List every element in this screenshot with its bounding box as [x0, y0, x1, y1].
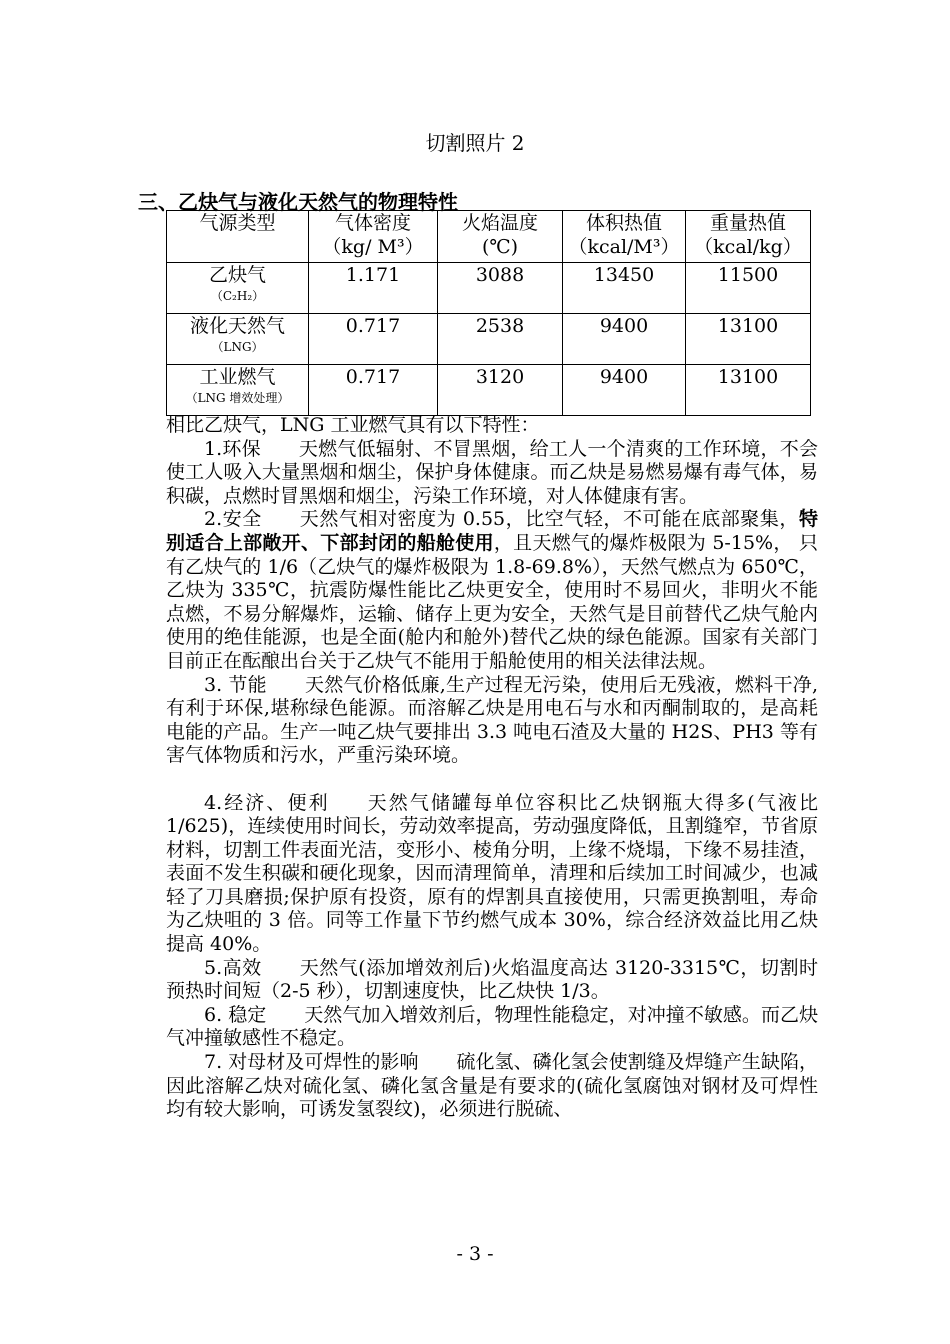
item-body: 天然气相对密度为 0.55，比空气轻，不可能在底部聚集，	[299, 508, 799, 531]
item-body: 天燃气低辐射、不冒黑烟，给工人一个清爽的工作环境，不会使工人吸入大量黑烟和烟尘，保护身体健康。而乙炔是易燃易爆有毒气体，易积碳，点燃时冒黑烟和烟尘，污染工作环境，对人体健康有害。	[166, 437, 818, 507]
header-label: 重量热值	[709, 212, 786, 234]
volume-heat-cell: 9400	[563, 314, 686, 365]
item-heading: 1.环保	[204, 437, 261, 460]
header-label: 火焰温度	[461, 212, 538, 234]
density-cell: 1.171	[309, 263, 438, 314]
item-environment	[166, 438, 818, 509]
item-economy	[166, 792, 818, 957]
photo-caption: 切割照片 2	[425, 131, 525, 155]
body-text	[166, 414, 818, 1122]
header-cell	[686, 211, 811, 263]
item-heading: 6. 稳定	[204, 1003, 267, 1026]
item-heading: 3. 节能	[204, 673, 267, 696]
item-body: 天然气价格低廉,生产过程无污染，使用后无残液，燃料干净,有利于环保,堪称绿色能源。而溶解乙炔是用电石与水和丙酮制取的，是高耗电能的产品。生产一吨乙炔气要排出 3.3 吨电石渣及大量的 H2S、PH3 等有害气体物质和污水，严重污染环境。	[166, 673, 818, 767]
item-stability	[166, 1004, 818, 1051]
header-label: 体积热值	[585, 212, 662, 234]
weight-heat-cell: 13100	[686, 365, 811, 416]
gas-type-cell	[167, 314, 309, 365]
item-heading: 7. 对母材及可焊性的影响	[204, 1051, 419, 1074]
item-body: 天然气(添加增效剂后)火焰温度高达 3120-3315℃，切割时预热时间短（2-5 秒），切割速度快，比乙炔快 1/3。	[166, 956, 818, 1003]
flame-temp-cell: 2538	[438, 314, 563, 365]
item-heading: 4.经济、便利	[204, 791, 330, 814]
header-cell	[563, 211, 686, 263]
page-number: - 3 -	[456, 1243, 494, 1265]
item-heading: 5.高效	[204, 956, 262, 979]
header-label: 气源类型	[199, 212, 276, 234]
item-efficiency	[166, 957, 818, 1004]
table-row	[167, 314, 811, 365]
table-row	[167, 263, 811, 314]
gas-subname: （LNG）	[211, 340, 264, 354]
item-heading: 2.安全	[204, 508, 262, 531]
section-title: 三、乙炔气与液化天然气的物理特性	[138, 190, 458, 214]
item-weldability	[166, 1051, 818, 1122]
item-safety	[166, 508, 818, 673]
volume-heat-cell: 9400	[563, 365, 686, 416]
weight-heat-cell: 13100	[686, 314, 811, 365]
header-cell	[167, 211, 309, 263]
header-unit: （kg/ M³）	[322, 236, 424, 258]
table-row	[167, 365, 811, 416]
item-body: 硫化氢、磷化氢会使割缝及焊缝产生缺陷，因此溶解乙炔对硫化氢、磷化氢含量是有要求的(硫化氢腐蚀对钢材及可焊性均有较大影响，可诱发氢裂纹)，必须进行脱硫、	[166, 1051, 818, 1121]
gas-name: 乙炔气	[208, 264, 266, 286]
gas-subname: （LNG 增效处理）	[185, 391, 290, 405]
header-cell	[309, 211, 438, 263]
gas-type-cell	[167, 365, 309, 416]
header-unit: （kcal/M³）	[568, 236, 680, 258]
header-unit: （kcal/kg）	[694, 236, 802, 258]
density-cell: 0.717	[309, 314, 438, 365]
item-energy-saving	[166, 674, 818, 768]
header-label: 气体密度	[334, 212, 411, 234]
intro-paragraph: 相比乙炔气，LNG 工业燃气具有以下特性：	[166, 414, 540, 436]
item-body: 天然气加入增效剂后，物理性能稳定，对冲撞不敏感。而乙炔气冲撞敏感性不稳定。	[166, 1003, 818, 1050]
density-cell: 0.717	[309, 365, 438, 416]
flame-temp-cell: 3088	[438, 263, 563, 314]
item-body: 天然气储罐每单位容积比乙炔钢瓶大得多(气液比 1/625)，连续使用时间长，劳动效率提高，劳动强度降低，且割缝窄，节省原材料，切割工件表面光洁，变形小、棱角分明，上缘不烧塌，下缘不易挂渣，表面不发生积碳和硬化现象，因而清理简单，清理和后续加工时间减少，也减轻了刀具磨损;保护原有投资，原有的焊割具直接使用，只需更换割咀，寿命为乙炔咀的 3 倍。同等工作量下节约燃气成本 30%，综合经济效益比用乙炔提高 40%。	[166, 791, 818, 956]
table-header-row	[167, 211, 811, 263]
flame-temp-cell: 3120	[438, 365, 563, 416]
blank-line	[166, 768, 818, 792]
header-unit: (℃)	[481, 236, 519, 258]
item-body: ，且天燃气的爆炸极限为 5-15%， 只有乙炔气的 1/6（乙炔气的爆炸极限为 1.8-69.8%），天然气燃点为 650℃，乙炔为 335℃，抗震防爆性能比乙炔更安全，使用时不易回火，非明火不能点燃，不易分解爆炸，运输、储存上更为安全，天然气是目前替代乙炔气舱内使用的绝佳能源，也是全面(舱内和舱外)替代乙炔的绿色能源。国家有关部门目前正在酝酿出台关于乙炔气不能用于船舱使用的相关法律法规。	[166, 531, 818, 672]
gas-subname: （C₂H₂）	[210, 289, 265, 303]
volume-heat-cell: 13450	[563, 263, 686, 314]
gas-properties-table	[166, 210, 811, 416]
gas-name: 工业燃气	[199, 366, 276, 388]
item-body-emphasis: 特别适合上部敞开、下部封闭的船舱使用	[166, 508, 818, 554]
gas-name: 液化天然气	[189, 315, 285, 337]
weight-heat-cell: 11500	[686, 263, 811, 314]
gas-type-cell	[167, 263, 309, 314]
header-cell	[438, 211, 563, 263]
